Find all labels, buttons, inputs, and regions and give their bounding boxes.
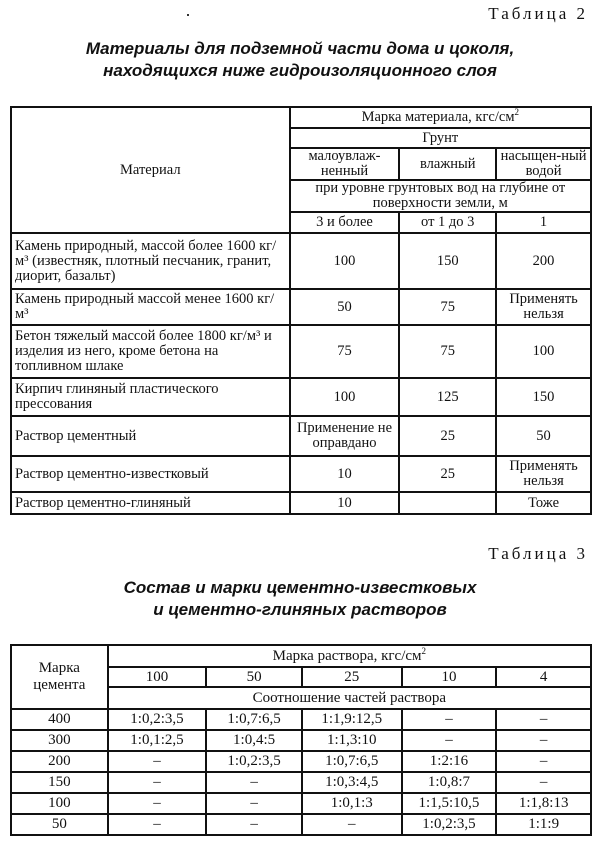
ratio-cell: 1:2:16 <box>402 751 497 772</box>
table-row <box>11 709 591 730</box>
table-row <box>11 730 591 751</box>
table-row <box>11 814 591 835</box>
header-grade: Марка материала, кгс/$см^2$ <box>290 107 591 128</box>
grade-value: 75 <box>399 289 496 325</box>
ratio-cell: – <box>206 772 302 793</box>
ratio-cell: – <box>206 793 302 814</box>
material-name: Камень природный массой менее 1600 кг/м³ <box>11 289 290 325</box>
soil-type: насыщен-ный водой <box>496 148 591 180</box>
header-cement: Марка цемента <box>11 645 108 709</box>
scan-speck <box>187 14 189 16</box>
ratio-cell: – <box>496 772 591 793</box>
ratio-cell: 1:0,2:3,5 <box>108 709 207 730</box>
mortar-grade: 50 <box>206 667 302 687</box>
groundwater-note: при уровне грунтовых вод на глубине от поверхности земли, м <box>290 180 591 212</box>
ratio-cell: – <box>496 730 591 751</box>
header-soil: Грунт <box>290 128 591 148</box>
mortar-grade: 25 <box>302 667 402 687</box>
header-mortar: Марка раствора, кгс/$см^2$ <box>108 645 591 667</box>
depth: 1 <box>496 212 591 233</box>
ratio-cell: 1:0,3:4,5 <box>302 772 402 793</box>
table-row <box>11 492 591 514</box>
soil-type: влажный <box>399 148 496 180</box>
table-row <box>11 378 591 416</box>
soil-type: малоувлаж-ненный <box>290 148 400 180</box>
table-row <box>11 456 591 492</box>
ratio-cell: – <box>108 814 207 835</box>
material-name: Камень природный, массой более 1600 кг/м³ (известняк, плотный песчаник, гранит, диорит, базальт) <box>11 233 290 289</box>
ratio-cell: 1:0,8:7 <box>402 772 497 793</box>
table2-title-line1: Материалы для подземной части дома и цоколя, <box>85 39 515 58</box>
material-name: Раствор цементно-известковый <box>11 456 290 492</box>
mortar-grade: 4 <box>496 667 591 687</box>
grade-value: 100 <box>290 378 400 416</box>
grade-value: Применение не оправдано <box>290 416 400 456</box>
cement-grade: 400 <box>11 709 108 730</box>
cement-grade: 50 <box>11 814 108 835</box>
grade-value: 100 <box>290 233 400 289</box>
material-name: Бетон тяжелый массой более 1800 кг/м³ и изделия из него, кроме бетона на топливном шлаке <box>11 325 290 378</box>
ratio-note: Соотношение частей раствора <box>108 687 591 709</box>
ratio-cell: 1:0,7:6,5 <box>302 751 402 772</box>
ratio-cell: 1:1:9 <box>496 814 591 835</box>
depth: от 1 до 3 <box>399 212 496 233</box>
mortar-table <box>10 644 592 836</box>
grade-value: 100 <box>496 325 591 378</box>
ratio-cell: – <box>402 730 497 751</box>
ratio-cell: 1:0,4:5 <box>206 730 302 751</box>
table-row <box>11 793 591 814</box>
material-name: Раствор цементный <box>11 416 290 456</box>
grade-value: 125 <box>399 378 496 416</box>
grade-value: 50 <box>496 416 591 456</box>
table3-title-line2: и цементно-глиняных растворов <box>153 600 447 619</box>
grade-value: 10 <box>290 456 400 492</box>
table2-label: Таблица 2 <box>488 4 588 23</box>
grade-value: 10 <box>290 492 400 514</box>
table3-title <box>0 577 600 621</box>
grade-value: 150 <box>399 233 496 289</box>
grade-value: 200 <box>496 233 591 289</box>
ratio-cell: – <box>108 751 207 772</box>
ratio-cell: 1:1,5:10,5 <box>402 793 497 814</box>
cement-grade: 200 <box>11 751 108 772</box>
ratio-cell: 1:1,8:13 <box>496 793 591 814</box>
ratio-cell: – <box>402 709 497 730</box>
grade-value <box>399 492 496 514</box>
ratio-cell: 1:1,9:12,5 <box>302 709 402 730</box>
cement-grade: 300 <box>11 730 108 751</box>
table-row <box>11 325 591 378</box>
table-row <box>11 751 591 772</box>
table3-label: Таблица 3 <box>488 544 588 563</box>
depth: 3 и более <box>290 212 400 233</box>
grade-value: 75 <box>399 325 496 378</box>
cement-grade: 100 <box>11 793 108 814</box>
ratio-cell: – <box>108 772 207 793</box>
ratio-cell: 1:1,3:10 <box>302 730 402 751</box>
table3-title-line1: Состав и марки цементно-известковых <box>123 578 477 597</box>
materials-table <box>10 106 592 515</box>
table2-title-line2: находящихся ниже гидроизоляционного слоя <box>103 61 497 80</box>
grade-value: 50 <box>290 289 400 325</box>
table-row <box>11 289 591 325</box>
material-name: Раствор цементно-глиняный <box>11 492 290 514</box>
grade-value: 150 <box>496 378 591 416</box>
ratio-cell: 1:0,1:3 <box>302 793 402 814</box>
ratio-cell: – <box>108 793 207 814</box>
ratio-cell: – <box>206 814 302 835</box>
material-name: Кирпич глиняный пластического прессования <box>11 378 290 416</box>
mortar-grade: 100 <box>108 667 207 687</box>
table2-title <box>0 38 600 82</box>
ratio-cell: 1:0,2:3,5 <box>402 814 497 835</box>
table-row <box>11 233 591 289</box>
table-row <box>11 772 591 793</box>
mortar-grade: 10 <box>402 667 497 687</box>
grade-value: Применять нельзя <box>496 456 591 492</box>
ratio-cell: 1:0,2:3,5 <box>206 751 302 772</box>
grade-value: 75 <box>290 325 400 378</box>
ratio-cell: 1:0,7:6,5 <box>206 709 302 730</box>
ratio-cell: – <box>496 709 591 730</box>
header-material: Материал <box>11 107 290 233</box>
cement-grade: 150 <box>11 772 108 793</box>
grade-value: 25 <box>399 416 496 456</box>
ratio-cell: 1:0,1:2,5 <box>108 730 207 751</box>
ratio-cell: – <box>302 814 402 835</box>
table-row <box>11 416 591 456</box>
grade-value: Применять нельзя <box>496 289 591 325</box>
grade-value: 25 <box>399 456 496 492</box>
grade-value: Тоже <box>496 492 591 514</box>
ratio-cell: – <box>496 751 591 772</box>
